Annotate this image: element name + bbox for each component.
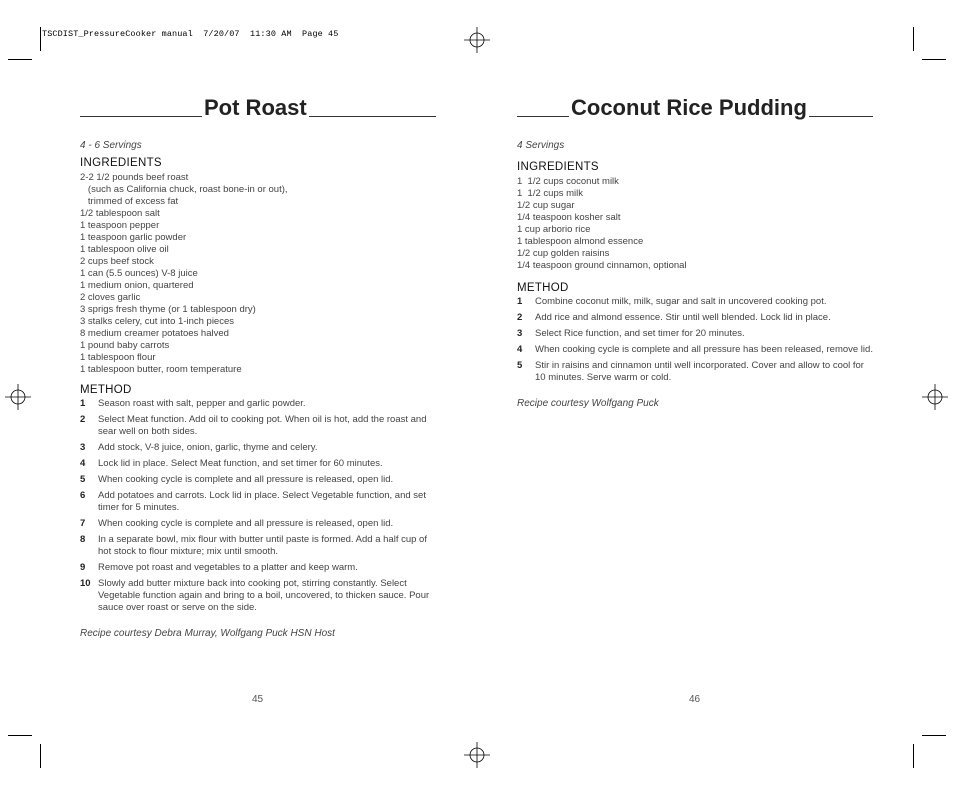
ingredients-heading: INGREDIENTS <box>80 157 162 169</box>
step-number: 10 <box>80 578 91 589</box>
ingredient-item: 3 stalks celery, cut into 1-inch pieces <box>80 316 235 327</box>
method-step <box>517 296 873 308</box>
step-number: 9 <box>80 562 86 573</box>
method-step <box>517 312 873 324</box>
registration-mark-icon <box>5 384 31 410</box>
step-text: Stir in raisins and cinnamon until well incorporated. Cover and allow to cool for 10 minutes. Serve warm or cold. <box>535 360 864 383</box>
ingredient-item: 1 teaspoon pepper <box>80 220 160 231</box>
ingredient-item: 2 cloves garlic <box>80 292 141 303</box>
ingredient-item: 1 pound baby carrots <box>80 340 170 351</box>
method-step <box>80 578 436 614</box>
ingredient-item: 1/2 cup golden raisins <box>517 248 610 259</box>
step-text: Select Meat function. Add oil to cooking pot. When oil is hot, add the roast and sear well on both sides. <box>98 414 427 437</box>
ingredient-item: (such as California chuck, roast bone-in or out), <box>80 184 288 195</box>
step-text: Add potatoes and carrots. Lock lid in place. Select Vegetable function, and set timer for 5 minutes. <box>98 490 426 513</box>
step-text: Combine coconut milk, milk, sugar and salt in uncovered cooking pot. <box>535 296 827 307</box>
ingredient-item: 2 cups beef stock <box>80 256 154 267</box>
step-number: 2 <box>80 414 86 425</box>
ingredient-item: 3 sprigs fresh thyme (or 1 tablespoon dry) <box>80 304 256 315</box>
recipe-credit: Recipe courtesy Wolfgang Puck <box>517 398 659 409</box>
step-number: 4 <box>80 458 86 469</box>
step-number: 4 <box>517 344 523 355</box>
method-step <box>80 474 436 486</box>
method-heading: METHOD <box>80 384 132 396</box>
page-number: 46 <box>689 694 701 705</box>
ingredient-item: trimmed of excess fat <box>80 196 179 207</box>
registration-mark-icon <box>464 742 490 768</box>
registration-mark-icon <box>464 27 490 53</box>
step-number: 7 <box>80 518 86 529</box>
step-number: 1 <box>517 296 523 307</box>
ingredient-item: 1 tablespoon flour <box>80 352 156 363</box>
ingredient-item: 1/4 teaspoon kosher salt <box>517 212 621 223</box>
step-number: 6 <box>80 490 86 501</box>
crop-mark <box>913 744 914 768</box>
ingredient-item: 2-2 1/2 pounds beef roast <box>80 172 189 183</box>
recipe-credit: Recipe courtesy Debra Murray, Wolfgang Puck HSN Host <box>80 628 335 639</box>
method-step <box>517 360 873 384</box>
crop-mark <box>922 735 946 736</box>
step-text: Select Rice function, and set timer for 20 minutes. <box>535 328 745 339</box>
method-step <box>80 534 436 558</box>
step-text: Add stock, V-8 juice, onion, garlic, thyme and celery. <box>98 442 318 453</box>
crop-mark <box>40 27 41 51</box>
crop-mark <box>8 735 32 736</box>
method-step <box>517 328 873 340</box>
step-number: 2 <box>517 312 523 323</box>
registration-mark-icon <box>922 384 948 410</box>
ingredient-item: 1 1/2 cups milk <box>517 188 583 199</box>
ingredient-item: 8 medium creamer potatoes halved <box>80 328 229 339</box>
step-text: Lock lid in place. Select Meat function, and set timer for 60 minutes. <box>98 458 383 469</box>
method-steps <box>517 296 873 384</box>
crop-mark <box>40 744 41 768</box>
step-text: In a separate bowl, mix flour with butter until paste is formed. Add a half cup of hot stock to flour mixture; mix until smooth. <box>98 534 427 557</box>
step-text: Slowly add butter mixture back into cooking pot, stirring constantly. Select Vegetable function again and bring to a boil, uncovered, to thicken sauce. Pour sauce over roast or serve on the side. <box>98 578 430 613</box>
page-title: Coconut Rice Pudding <box>571 95 807 120</box>
method-step <box>80 414 436 438</box>
method-step <box>80 490 436 514</box>
step-text: Season roast with salt, pepper and garlic powder. <box>98 398 306 409</box>
ingredients-heading: INGREDIENTS <box>517 161 599 173</box>
method-step <box>80 518 436 530</box>
crop-mark <box>913 27 914 51</box>
step-text: When cooking cycle is complete and all pressure is released, open lid. <box>98 474 394 485</box>
ingredient-item: 1 1/2 cups coconut milk <box>517 176 619 187</box>
title-row <box>80 96 436 122</box>
left-page <box>80 96 436 639</box>
step-number: 5 <box>517 360 523 371</box>
servings: 4 Servings <box>517 140 565 151</box>
step-text: When cooking cycle is complete and all pressure has been released, remove lid. <box>535 344 873 355</box>
step-number: 8 <box>80 534 86 545</box>
slug-line: TSCDIST_PressureCooker manual 7/20/07 11:30 AM Page 45 <box>42 29 339 39</box>
method-step <box>517 344 873 356</box>
ingredient-item: 1 tablespoon almond essence <box>517 236 644 247</box>
method-step <box>80 398 436 410</box>
step-text: Remove pot roast and vegetables to a platter and keep warm. <box>98 562 358 573</box>
page-title: Pot Roast <box>204 95 307 120</box>
ingredient-item: 1 cup arborio rice <box>517 224 591 235</box>
servings: 4 - 6 Servings <box>80 140 142 151</box>
step-text: When cooking cycle is complete and all pressure is released, open lid. <box>98 518 394 529</box>
method-step <box>80 458 436 470</box>
ingredient-item: 1 can (5.5 ounces) V-8 juice <box>80 268 198 279</box>
ingredients-list <box>517 176 873 272</box>
ingredients-list <box>80 172 436 376</box>
step-number: 3 <box>80 442 86 453</box>
ingredient-item: 1/2 cup sugar <box>517 200 575 211</box>
method-step <box>80 442 436 454</box>
crop-mark <box>922 59 946 60</box>
ingredient-item: 1 medium onion, quartered <box>80 280 194 291</box>
right-page <box>517 96 873 409</box>
title-row <box>517 96 873 122</box>
step-text: Add rice and almond essence. Stir until well blended. Lock lid in place. <box>535 312 831 323</box>
step-number: 3 <box>517 328 523 339</box>
method-heading: METHOD <box>517 282 569 294</box>
ingredient-item: 1 tablespoon olive oil <box>80 244 169 255</box>
ingredient-item: 1 teaspoon garlic powder <box>80 232 187 243</box>
ingredient-item: 1 tablespoon butter, room temperature <box>80 364 242 375</box>
method-steps <box>80 398 436 614</box>
ingredient-item: 1/2 tablespoon salt <box>80 208 160 219</box>
step-number: 1 <box>80 398 86 409</box>
page-number: 45 <box>252 694 264 705</box>
method-step <box>80 562 436 574</box>
step-number: 5 <box>80 474 86 485</box>
ingredient-item: 1/4 teaspoon ground cinnamon, optional <box>517 260 687 271</box>
crop-mark <box>8 59 32 60</box>
